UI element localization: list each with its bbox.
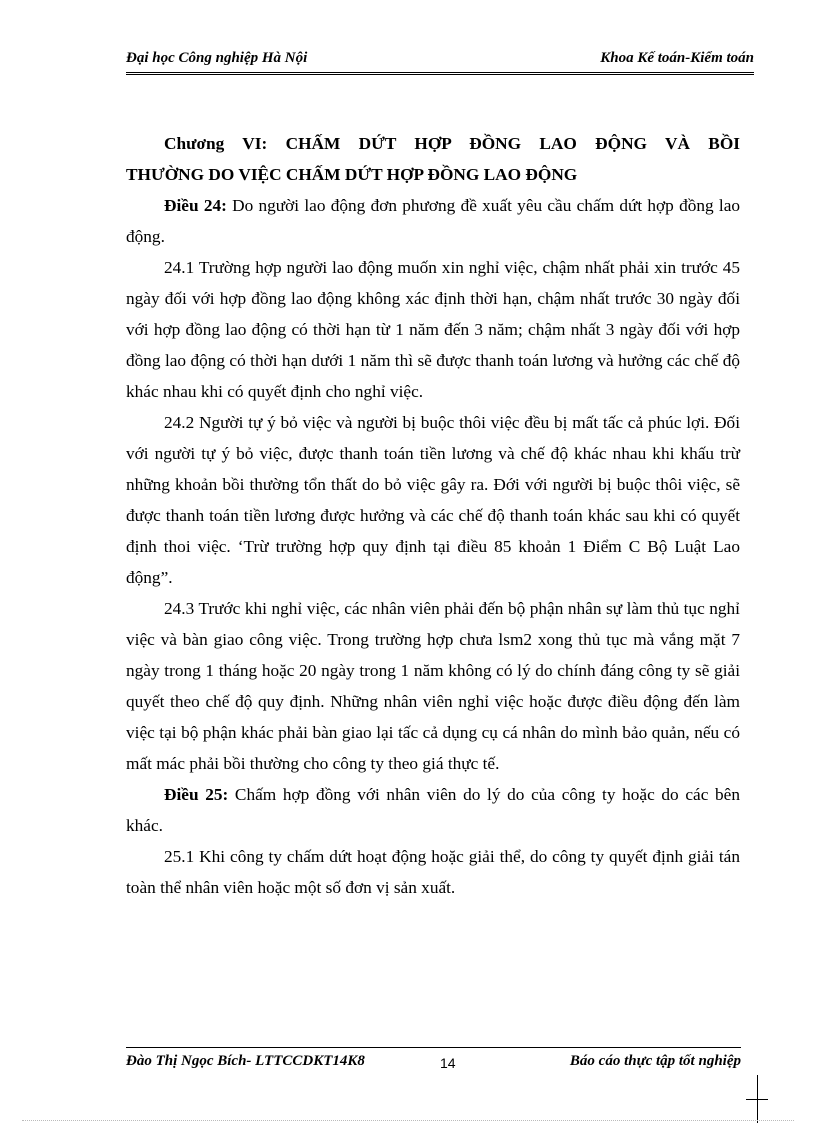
page-footer [126,1047,741,1078]
header-faculty: Khoa Kế toán-Kiểm toán [600,50,754,66]
paragraph-24-1: 24.1 Trường hợp người lao động muốn xin nghỉ việc, chậm nhất phải xin trước 45 ngày đối với hợp đồng lao động không xác định thời hạn, chậm nhất trước 30 ngày đối với hợp đồng lao động có thời hạn từ 1 năm đến 3 năm; chậm nhất 3 ngày đối với hợp đồng lao động có thời hạn dưới 1 năm thì sẽ được thanh toán lương và hưởng các chế độ khác nhau khi có quyết định cho nghỉ việc. [126,258,740,401]
article-25 [126,779,740,841]
article-24-label: Điều 24: [164,196,227,215]
page-header [126,46,754,75]
article-25-label: Điều 25: [164,785,229,804]
page-content [126,128,740,903]
paragraph-24-3: 24.3 Trước khi nghỉ việc, các nhân viên phải đến bộ phận nhân sự làm thủ tục nghỉ việc và bàn giao công việc. Trong trường hợp chưa lsm2 xong thủ tục mà vắng mặt 7 ngày trong 1 tháng hoặc 20 ngày trong 1 năm không có lý do chính đáng công ty sẽ giải quyết theo chế độ quy định. Những nhân viên nghỉ việc hoặc được điều động đến làm việc tại bộ phận khác phải bàn giao lại tấc cả dụng cụ cá nhân do mình bảo quản, nếu có mất mác phải bồi thường cho công ty theo giá thực tế. [126,599,740,773]
footer-author: Đào Thị Ngọc Bích- LTTCCDKT14K8 [126,1053,365,1069]
chapter-title [126,128,740,190]
article-24 [126,190,740,252]
paragraph-25-1: 25.1 Khi công ty chấm dứt hoạt động hoặc giải thể, do công ty quyết định giải tán toàn thể nhân viên hoặc một số đơn vị sản xuất. [126,847,740,897]
chapter-title-line1: Chương VI: CHẤM DỨT HỢP ĐỒNG LAO ĐỘNG VÀ BỒI [164,134,740,153]
page-number: 14 [440,1055,456,1071]
corner-horizontal-mark [746,1099,768,1100]
chapter-title-line2: THƯỜNG DO VIỆC CHẤM DỨT HỢP ĐỒNG LAO ĐỘNG [126,165,578,184]
header-university: Đại học Công nghiệp Hà Nội [126,50,308,66]
article-24-text: Do người lao động đơn phương đề xuất yêu cầu chấm dứt hợp đồng lao động. [126,196,741,246]
article-25-text: Chấm hợp đồng với nhân viên do lý do của công ty hoặc do các bên khác. [126,785,740,835]
paragraph-24-2: 24.2 Người tự ý bỏ việc và người bị buộc thôi việc đều bị mất tấc cả phúc lợi. Đối với người tự ý bỏ việc, được thanh toán tiền lương và chế độ khác nhau khi khấu trừ những khoản bồi thường tổn thất do bỏ việc gây ra. Đới với người bị buộc thôi việc, sẽ được thanh toán tiền lương được hưởng và các chế độ thanh toán khác sau khi có quyết định thoi việc. ‘Trừ trường hợp quy định tại điều 85 khoản 1 Điểm C Bộ Luật Lao động”. [126,413,740,587]
footer-report-title: Báo cáo thực tập tốt nghiệp [569,1053,741,1069]
page-bottom-dotted-rule [22,1120,794,1121]
